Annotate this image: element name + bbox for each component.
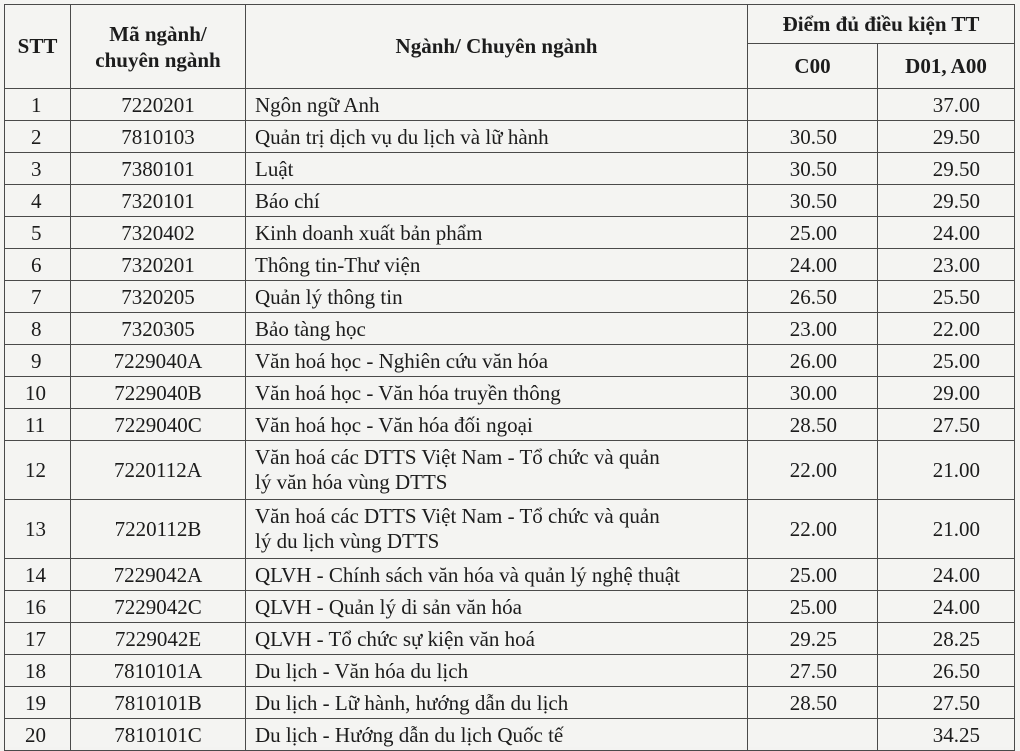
cell-ma: 7320205 [71, 281, 246, 313]
cell-ma: 7229040B [71, 377, 246, 409]
cell-nganh: Quản lý thông tin [246, 281, 748, 313]
cell-ma: 7229040C [71, 409, 246, 441]
table-row [5, 345, 1015, 377]
cell-c00: 29.25 [748, 623, 878, 655]
cell-d01: 21.00 [878, 441, 1015, 500]
cell-d01: 29.50 [878, 185, 1015, 217]
cell-d01: 24.00 [878, 559, 1015, 591]
table-row [5, 153, 1015, 185]
cell-stt: 1 [5, 89, 71, 121]
cell-c00: 25.00 [748, 217, 878, 249]
cell-c00: 27.50 [748, 655, 878, 687]
cell-nganh: Báo chí [246, 185, 748, 217]
cell-nganh: QLVH - Chính sách văn hóa và quản lý nghệ thuật [246, 559, 748, 591]
cell-stt: 3 [5, 153, 71, 185]
cell-d01: 34.25 [878, 719, 1015, 751]
cell-c00: 30.50 [748, 185, 878, 217]
cell-stt: 12 [5, 441, 71, 500]
cell-nganh-line2: lý văn hóa vùng DTTS [255, 470, 448, 494]
cell-d01: 25.00 [878, 345, 1015, 377]
cell-stt: 19 [5, 687, 71, 719]
cell-c00: 26.50 [748, 281, 878, 313]
cell-d01: 29.00 [878, 377, 1015, 409]
cell-ma: 7810101C [71, 719, 246, 751]
cell-ma: 7220112A [71, 441, 246, 500]
cell-stt: 7 [5, 281, 71, 313]
cell-ma: 7810103 [71, 121, 246, 153]
admission-score-table [4, 4, 1015, 751]
cell-nganh: Luật [246, 153, 748, 185]
cell-d01: 37.00 [878, 89, 1015, 121]
cell-c00: 24.00 [748, 249, 878, 281]
cell-c00: 28.50 [748, 409, 878, 441]
cell-nganh: QLVH - Quản lý di sản văn hóa [246, 591, 748, 623]
cell-nganh: Ngôn ngữ Anh [246, 89, 748, 121]
cell-ma: 7220201 [71, 89, 246, 121]
cell-stt: 2 [5, 121, 71, 153]
cell-nganh: Văn hoá học - Văn hóa truyền thông [246, 377, 748, 409]
cell-d01: 26.50 [878, 655, 1015, 687]
cell-ma: 7320101 [71, 185, 246, 217]
cell-stt: 14 [5, 559, 71, 591]
cell-stt: 16 [5, 591, 71, 623]
cell-d01: 29.50 [878, 153, 1015, 185]
cell-stt: 4 [5, 185, 71, 217]
cell-ma: 7229042E [71, 623, 246, 655]
cell-d01: 24.00 [878, 591, 1015, 623]
table-row [5, 409, 1015, 441]
header-ma-nganh [71, 5, 246, 89]
table-row [5, 249, 1015, 281]
header-row [5, 5, 1015, 44]
cell-stt: 10 [5, 377, 71, 409]
header-c00: C00 [748, 44, 878, 89]
cell-ma: 7320201 [71, 249, 246, 281]
cell-ma: 7380101 [71, 153, 246, 185]
cell-stt: 8 [5, 313, 71, 345]
cell-stt: 11 [5, 409, 71, 441]
cell-c00: 25.00 [748, 559, 878, 591]
table-row [5, 185, 1015, 217]
cell-d01: 21.00 [878, 500, 1015, 559]
cell-d01: 22.00 [878, 313, 1015, 345]
cell-d01: 28.25 [878, 623, 1015, 655]
cell-ma: 7320402 [71, 217, 246, 249]
cell-stt: 13 [5, 500, 71, 559]
cell-nganh: Thông tin-Thư viện [246, 249, 748, 281]
cell-c00: 30.50 [748, 153, 878, 185]
cell-nganh [246, 441, 748, 500]
cell-nganh: Kinh doanh xuất bản phẩm [246, 217, 748, 249]
header-stt: STT [5, 5, 71, 89]
cell-stt: 18 [5, 655, 71, 687]
cell-nganh: Bảo tàng học [246, 313, 748, 345]
cell-d01: 27.50 [878, 687, 1015, 719]
cell-ma: 7810101A [71, 655, 246, 687]
table-row [5, 623, 1015, 655]
header-nganh: Ngành/ Chuyên ngành [246, 5, 748, 89]
cell-ma: 7229042A [71, 559, 246, 591]
cell-nganh-line2: lý du lịch vùng DTTS [255, 529, 440, 553]
cell-d01: 27.50 [878, 409, 1015, 441]
table-row [5, 591, 1015, 623]
cell-nganh-line1: Văn hoá các DTTS Việt Nam - Tổ chức và quản [255, 445, 660, 469]
cell-stt: 17 [5, 623, 71, 655]
cell-nganh: QLVH - Tổ chức sự kiện văn hoá [246, 623, 748, 655]
cell-c00: 28.50 [748, 687, 878, 719]
table-row [5, 217, 1015, 249]
cell-ma: 7229040A [71, 345, 246, 377]
table-row [5, 377, 1015, 409]
table-row [5, 313, 1015, 345]
cell-c00: 26.00 [748, 345, 878, 377]
cell-ma: 7320305 [71, 313, 246, 345]
cell-ma: 7220112B [71, 500, 246, 559]
cell-c00: 23.00 [748, 313, 878, 345]
cell-c00: 25.00 [748, 591, 878, 623]
header-d01: D01, A00 [878, 44, 1015, 89]
cell-nganh: Văn hoá học - Nghiên cứu văn hóa [246, 345, 748, 377]
table-row [5, 687, 1015, 719]
table-row [5, 559, 1015, 591]
cell-c00 [748, 89, 878, 121]
cell-c00 [748, 719, 878, 751]
cell-ma: 7229042C [71, 591, 246, 623]
cell-nganh-line1: Văn hoá các DTTS Việt Nam - Tổ chức và quản [255, 504, 660, 528]
cell-nganh: Du lịch - Hướng dẫn du lịch Quốc tế [246, 719, 748, 751]
cell-stt: 6 [5, 249, 71, 281]
cell-c00: 30.00 [748, 377, 878, 409]
cell-nganh: Quản trị dịch vụ du lịch và lữ hành [246, 121, 748, 153]
cell-stt: 5 [5, 217, 71, 249]
table-row [5, 89, 1015, 121]
cell-stt: 20 [5, 719, 71, 751]
header-diem: Điểm đủ điều kiện TT [748, 5, 1015, 44]
table-row [5, 441, 1015, 500]
table-row [5, 281, 1015, 313]
cell-nganh: Du lịch - Văn hóa du lịch [246, 655, 748, 687]
cell-d01: 24.00 [878, 217, 1015, 249]
header-ma-nganh-label: Mã ngành/ chuyên ngành [95, 21, 221, 72]
table-row [5, 500, 1015, 559]
cell-d01: 25.50 [878, 281, 1015, 313]
cell-c00: 22.00 [748, 500, 878, 559]
table-row [5, 719, 1015, 751]
cell-d01: 23.00 [878, 249, 1015, 281]
cell-nganh: Du lịch - Lữ hành, hướng dẫn du lịch [246, 687, 748, 719]
cell-stt: 9 [5, 345, 71, 377]
cell-nganh [246, 500, 748, 559]
table-row [5, 655, 1015, 687]
cell-c00: 30.50 [748, 121, 878, 153]
cell-c00: 22.00 [748, 441, 878, 500]
cell-ma: 7810101B [71, 687, 246, 719]
table-row [5, 121, 1015, 153]
cell-d01: 29.50 [878, 121, 1015, 153]
cell-nganh: Văn hoá học - Văn hóa đối ngoại [246, 409, 748, 441]
